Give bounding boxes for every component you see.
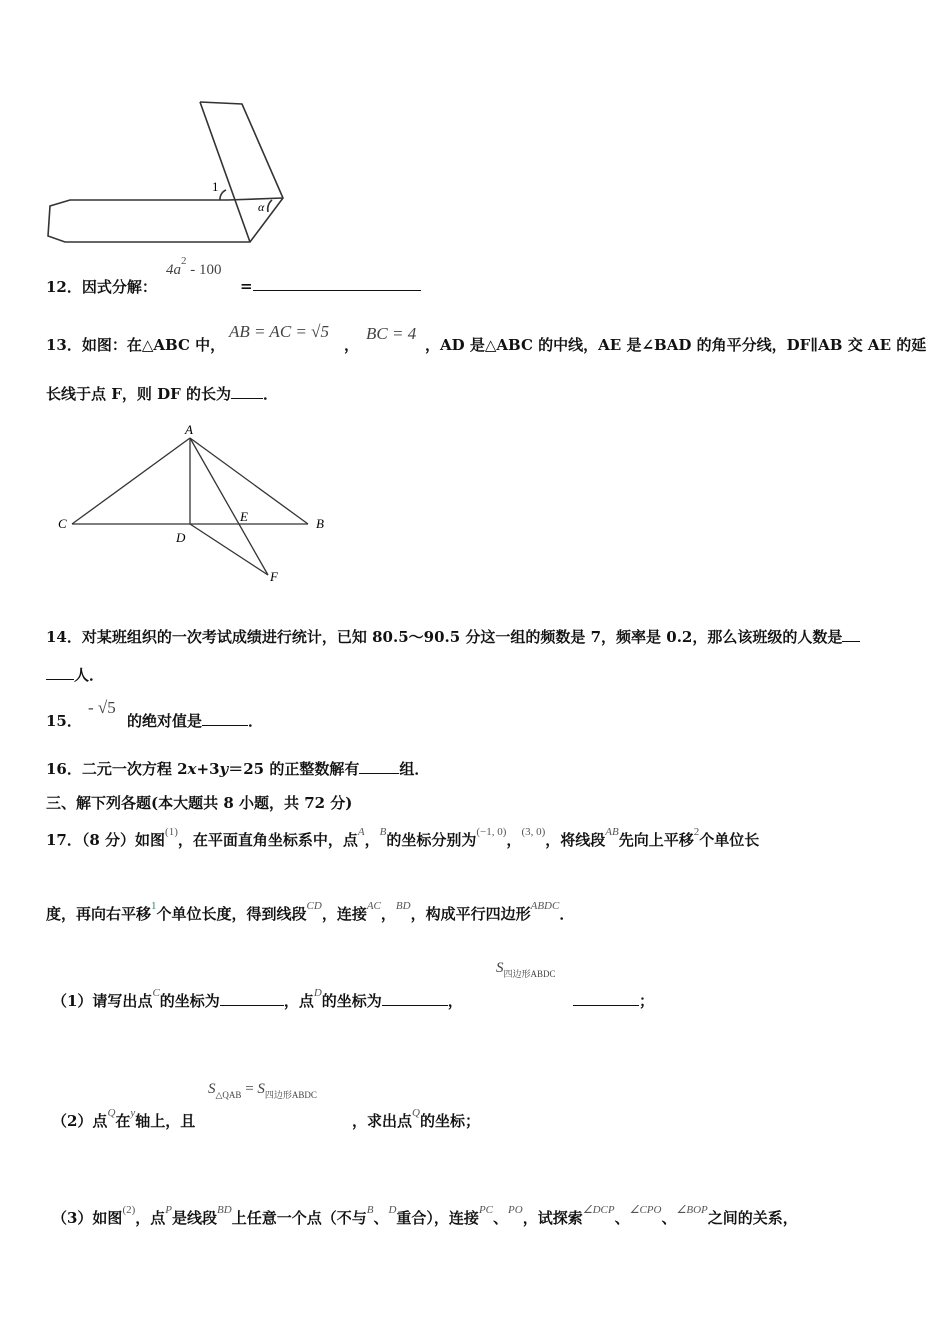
- variable-y: y: [130, 1107, 136, 1119]
- question-text: ，试探索: [522, 1209, 583, 1227]
- question-15: [46, 710, 82, 731]
- point-C-label: C: [58, 516, 67, 531]
- variable-x: x: [187, 760, 197, 778]
- area-symbol: S: [208, 1081, 216, 1097]
- question-number: 15．: [46, 712, 82, 730]
- point-Q: Q: [412, 1107, 420, 1119]
- q12-answer: [240, 276, 421, 295]
- question-14-line-2: [46, 664, 104, 685]
- question-text: ，连接: [321, 905, 367, 923]
- question-number: 17．: [46, 831, 82, 849]
- area-subscript: 四边形ABDC: [503, 969, 556, 979]
- q15-text: [127, 710, 263, 731]
- q12-expression: [166, 255, 222, 279]
- answer-blank[interactable]: [253, 276, 421, 291]
- question-text: ＝25 的正整数解有: [228, 760, 360, 778]
- variable-y: y: [219, 760, 229, 778]
- point-P: P: [165, 1204, 173, 1216]
- question-text: 如图：在△ABC 中，: [81, 336, 226, 354]
- question-13-line-2: [46, 383, 278, 404]
- question-text: ，将线段: [545, 831, 606, 849]
- period: ．: [262, 385, 278, 403]
- part-2: [52, 1107, 196, 1131]
- figure-ref: (2): [122, 1204, 136, 1216]
- question-text: 对某班组织的一次考试成绩进行统计，已知 80.5～90.5 分这一组的频数是 7，频率是 0.2，那么该班级的人数是: [81, 628, 843, 646]
- segment-AC: AC: [366, 900, 381, 912]
- answer-blank[interactable]: [220, 991, 284, 1006]
- question-12: [46, 276, 157, 297]
- question-text: （1）请写出点: [52, 992, 153, 1010]
- area-equation: [208, 1081, 317, 1098]
- question-text: 的坐标为: [159, 992, 220, 1010]
- question-text: 个单位长度，得到线段: [156, 905, 307, 923]
- comma: ，: [506, 831, 522, 849]
- point-E-label: E: [240, 509, 248, 524]
- parallelogram-ABDC: ABDC: [530, 900, 560, 912]
- question-text: 上任意一个点（不与: [231, 1209, 367, 1227]
- part-1-answer: [573, 990, 654, 1011]
- question-text: （8 分）如图: [81, 831, 166, 849]
- q13-expression-2: BC = 4: [366, 324, 417, 343]
- question-text: 长线于点 F，则 DF 的长为: [46, 385, 231, 403]
- question-14-line-1: [46, 626, 860, 647]
- question-text: 组．: [399, 760, 430, 778]
- expr-term: - 100: [186, 262, 222, 278]
- question-text: ，求出点: [352, 1112, 413, 1130]
- question-text: 个单位长: [699, 831, 760, 849]
- question-text: 轴上，且: [135, 1112, 196, 1130]
- answer-blank[interactable]: [202, 711, 248, 726]
- separator: 、: [614, 1209, 630, 1227]
- point-B: B: [366, 1204, 374, 1216]
- question-text: 因式分解：: [81, 278, 157, 296]
- question-text: 二元一次方程 2: [81, 760, 188, 778]
- semicolon: ；: [639, 992, 655, 1010]
- segment-AB: AB: [605, 826, 619, 838]
- segment-BD: BD: [217, 1204, 232, 1216]
- comma: ，: [364, 831, 380, 849]
- question-text: 人．: [74, 666, 105, 684]
- expr-exponent: 2: [181, 255, 187, 267]
- segment-PC: PC: [478, 1204, 493, 1216]
- answer-blank[interactable]: [842, 627, 860, 642]
- question-text: 度，再向右平移: [46, 905, 152, 923]
- question-17-line-2: [46, 900, 575, 924]
- area-subscript: △QAB: [215, 1090, 242, 1100]
- q13-separator: ，: [344, 336, 360, 354]
- question-text: （3）如图: [52, 1209, 123, 1227]
- question-text: 重合），连接: [396, 1209, 479, 1227]
- separator: 、: [493, 1209, 509, 1227]
- point-A-label: A: [185, 422, 193, 437]
- question-text: ，构成平行四边形: [410, 905, 531, 923]
- angle-BOP: ∠BOP: [676, 1204, 708, 1216]
- part-1: [52, 987, 463, 1011]
- question-text: 的坐标为: [321, 992, 382, 1010]
- part-3: [52, 1204, 798, 1228]
- question-text: ，: [447, 992, 463, 1010]
- question-text: ，点: [135, 1209, 166, 1227]
- question-text: 先向上平移: [618, 831, 694, 849]
- answer-blank[interactable]: [46, 665, 74, 680]
- question-13-line-1: [46, 334, 225, 355]
- question-text: 在: [115, 1112, 131, 1130]
- question-17-line-1: [46, 826, 760, 850]
- answer-blank[interactable]: [382, 991, 448, 1006]
- expr-term: 4a: [166, 262, 181, 278]
- point-F-label: F: [270, 569, 278, 584]
- question-number: 13．: [46, 336, 82, 354]
- angle-1-label: 1: [212, 179, 219, 194]
- figure-ref: (1): [165, 826, 178, 838]
- segment-BD: BD: [395, 900, 411, 912]
- angle-CPO: ∠CPO: [629, 1204, 662, 1216]
- answer-blank[interactable]: [573, 991, 639, 1006]
- question-13-line-1b: ，AD 是△ABC 的中线，AE 是∠BAD 的角平分线，DF∥AB 交 AE 的延: [425, 336, 927, 354]
- question-number: 12．: [46, 278, 82, 296]
- triangle-figure: [50, 420, 350, 595]
- point-A: A: [357, 826, 365, 838]
- separator: 、: [661, 1209, 677, 1227]
- number: 1: [151, 900, 157, 912]
- angle-DCP: ∠DCP: [582, 1204, 615, 1216]
- point-D: D: [388, 1204, 397, 1216]
- segment-CD: CD: [306, 900, 322, 912]
- period: ．: [559, 905, 575, 923]
- question-number: 16．: [46, 760, 82, 778]
- point-D-label: D: [176, 530, 186, 545]
- question-number: 14．: [46, 628, 82, 646]
- area-symbol: S: [496, 960, 504, 976]
- question-text: +3: [196, 760, 220, 778]
- q15-expression: - √5: [88, 698, 116, 717]
- question-text: （2）点: [52, 1112, 108, 1130]
- question-text: 是线段: [172, 1209, 218, 1227]
- answer-blank[interactable]: [359, 759, 399, 774]
- point-B: B: [379, 826, 387, 838]
- question-text: 的坐标；: [419, 1112, 480, 1130]
- question-text: ，点: [283, 992, 314, 1010]
- question-text: 之间的关系，: [707, 1209, 798, 1227]
- folded-strip-figure: [40, 90, 300, 255]
- answer-blank[interactable]: [231, 384, 263, 399]
- area-subscript: 四边形ABDC: [264, 1090, 317, 1100]
- coordinate-B: (3, 0): [521, 826, 546, 838]
- q13-expression-1: AB = AC = √5: [229, 322, 329, 341]
- area-symbol: S: [257, 1081, 265, 1097]
- section-heading: 三、解下列各题(本大题共 8 小题，共 72 分): [46, 794, 353, 812]
- question-text: ，在平面直角坐标系中，点: [177, 831, 358, 849]
- part-2-tail: [352, 1107, 480, 1131]
- question-text: 的坐标分别为: [386, 831, 477, 849]
- area-expression-1: [496, 960, 556, 977]
- question-16: [46, 758, 429, 779]
- angle-alpha-label: α: [258, 200, 265, 214]
- period: ．: [248, 712, 264, 730]
- point-D: D: [313, 987, 322, 999]
- segment-PO: PO: [508, 1204, 523, 1216]
- comma: ，: [380, 905, 396, 923]
- equals-sign: =: [241, 1081, 258, 1097]
- number: 2: [693, 826, 700, 838]
- point-Q: Q: [107, 1107, 116, 1119]
- point-C: C: [152, 987, 160, 999]
- question-text: 的绝对值是: [127, 712, 203, 730]
- separator: 、: [373, 1209, 389, 1227]
- equals-sign: =: [240, 277, 253, 295]
- point-B-label: B: [316, 516, 324, 531]
- coordinate-A: (−1, 0): [476, 826, 507, 838]
